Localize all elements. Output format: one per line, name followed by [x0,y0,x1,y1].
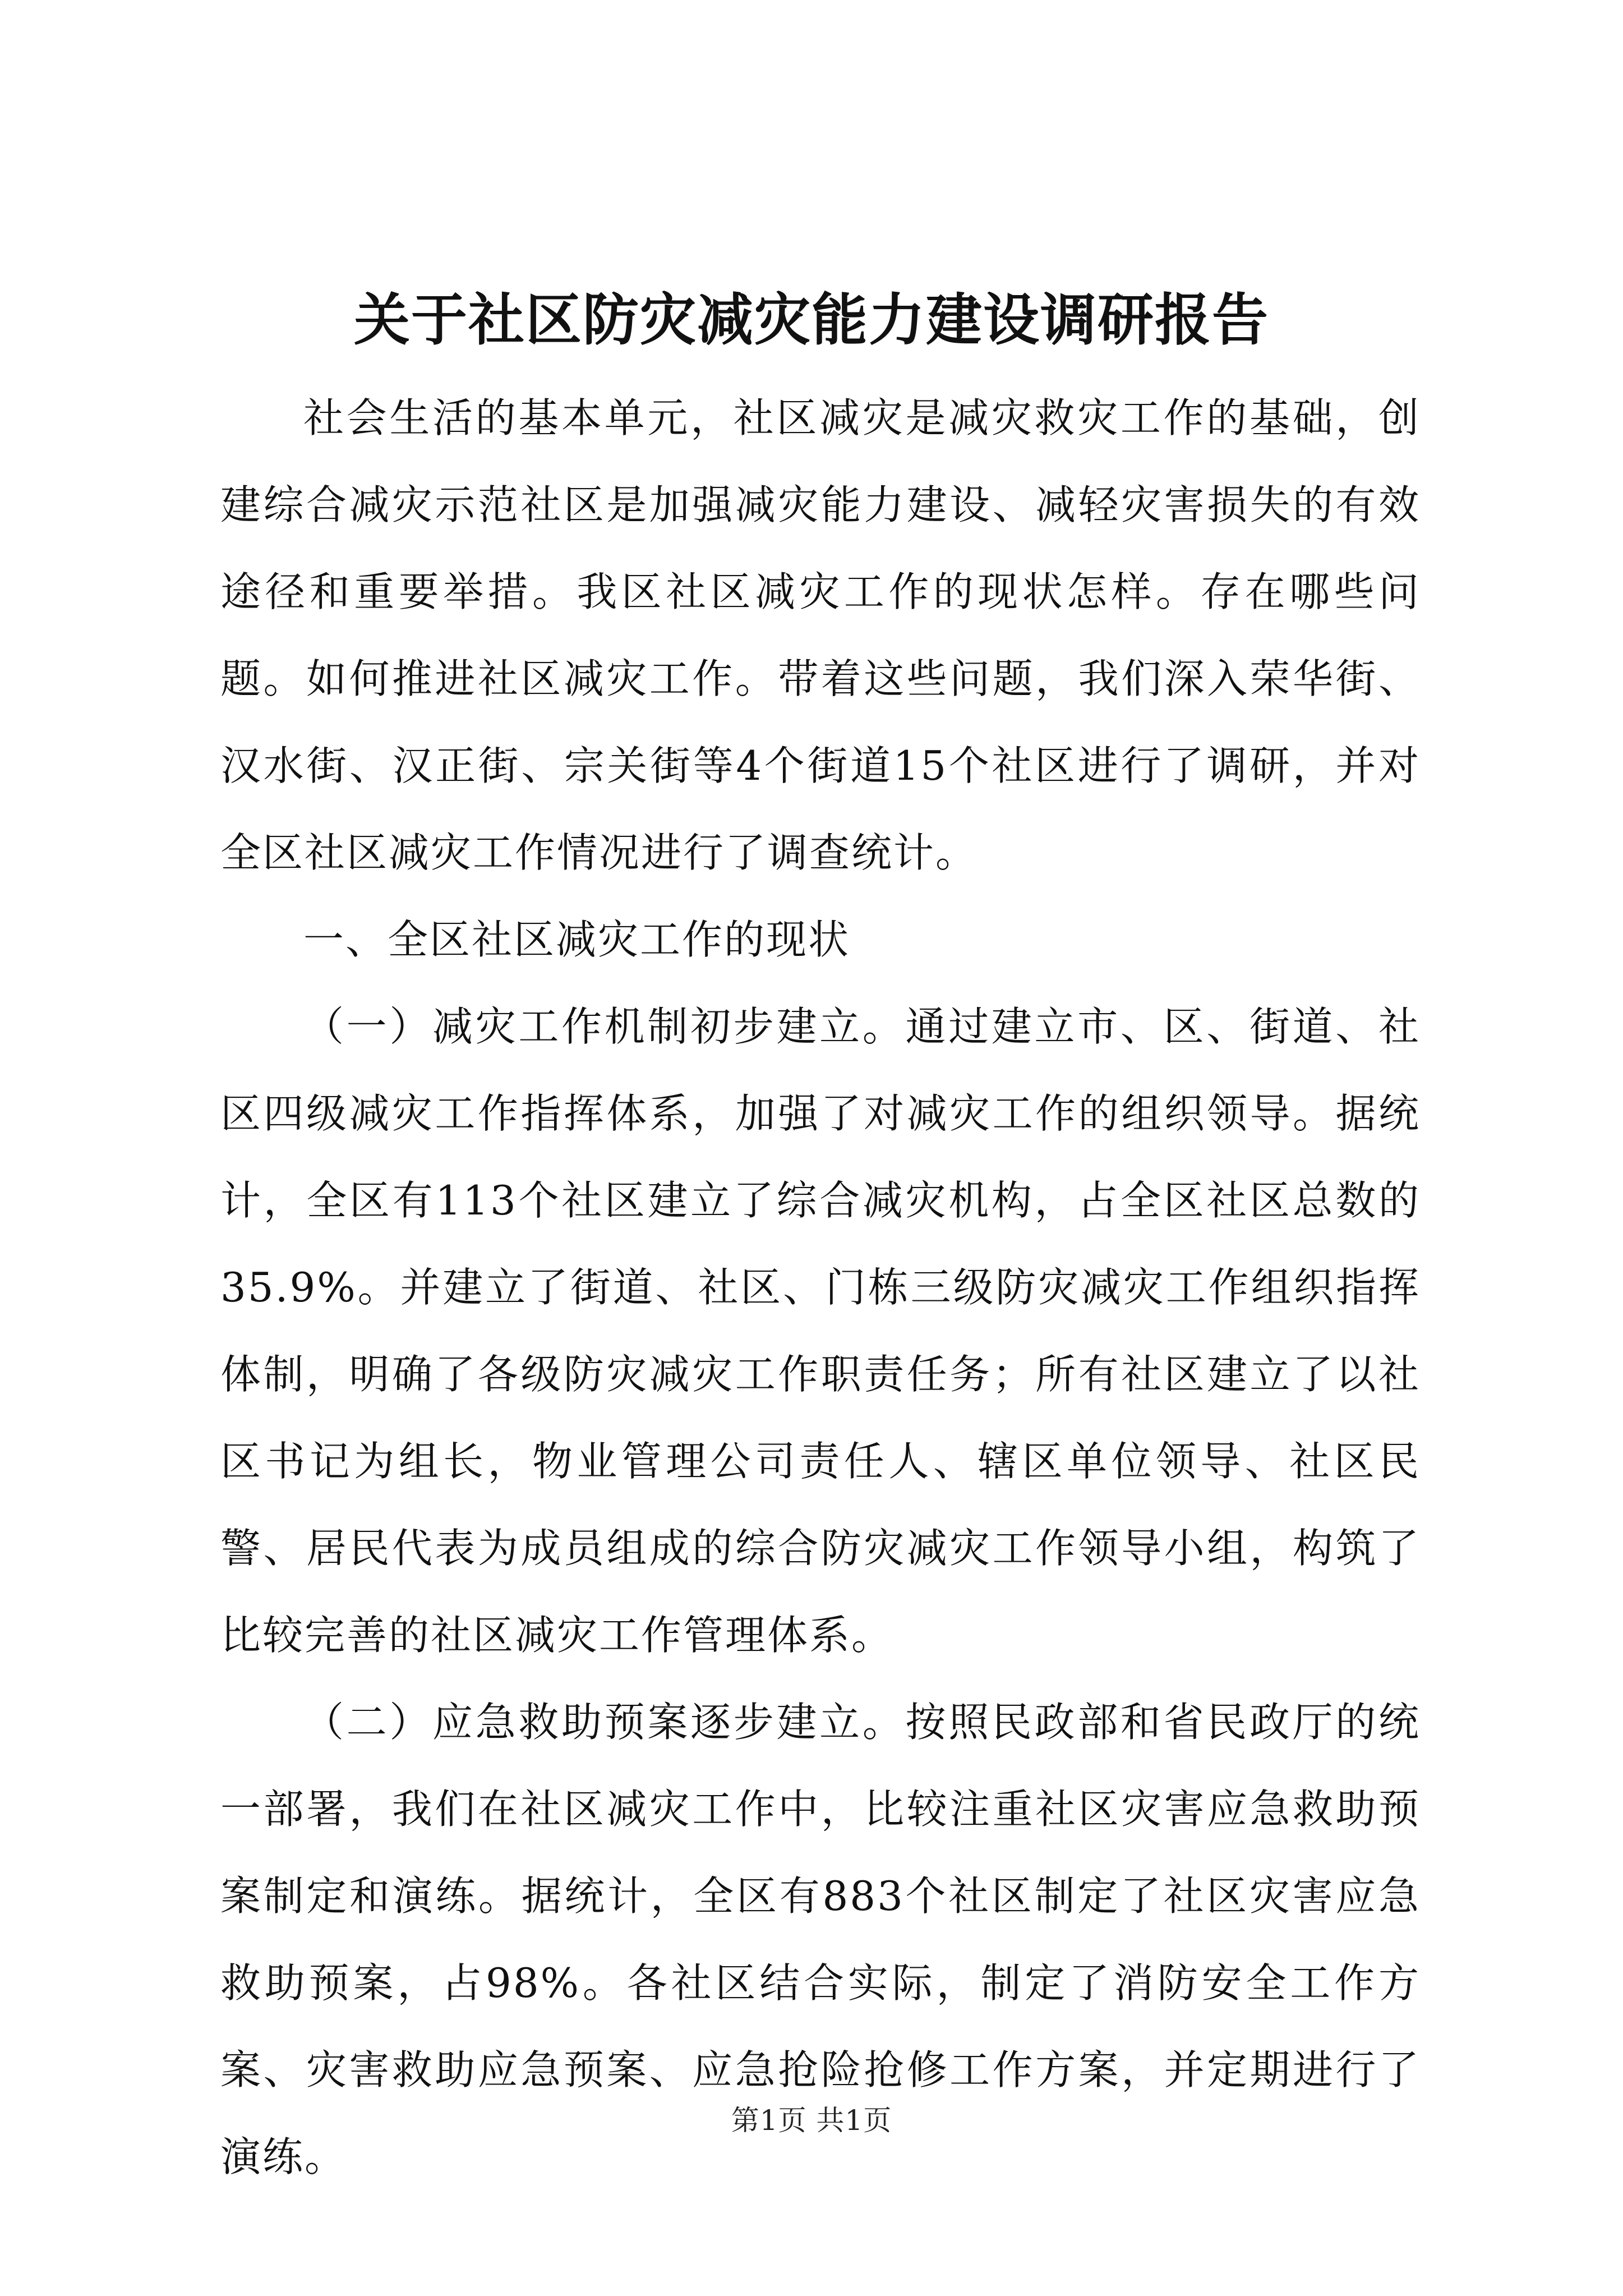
intro-paragraph: 社会生活的基本单元，社区减灾是减灾救灾工作的基础，创建综合减灾示范社区是加强减灾能力建设、减轻灾害损失的有效途径和重要举措。我区社区减灾工作的现状怎样。存在哪些问题。如何推进社区减灾工作。带着这些问题，我们深入荣华街、汉水街、汉正街、宗关街等4个街道15个社区进行了调研，并对全区社区减灾工作情况进行了调查统计。 [220,394,1421,876]
page-number: 第1页 共1页 [731,2104,892,2137]
document-body [220,375,1421,2201]
document-title: 关于社区防灾减灾能力建设调研报告 [354,287,1269,353]
subsection-paragraph-1: （一）减灾工作机制初步建立。通过建立市、区、街道、社区四级减灾工作指挥体系，加强了对减灾工作的组织领导。据统计，全区有113个社区建立了综合减灾机构，占全区社区总数的35.9%。并建立了街道、社区、门栋三级防灾减灾工作组织指挥体制，明确了各级防灾减灾工作职责任务；所有社区建立了以社区书记为组长，物业管理公司责任人、辖区单位领导、社区民警、居民代表为成员组成的综合防灾减灾工作领导小组，构筑了比较完善的社区减灾工作管理体系。 [220,1003,1421,1659]
section-heading: 一、全区社区减灾工作的现状 [303,916,851,963]
subsection-paragraph-2: （二）应急救助预案逐步建立。按照民政部和省民政厅的统一部署，我们在社区减灾工作中，比较注重社区灾害应急救助预案制定和演练。据统计，全区有883个社区制定了社区灾害应急救助预案，占98%。各社区结合实际，制定了消防安全工作方案、灾害救助应急预案、应急抢险抢修工作方案，并定期进行了演练。 [220,1699,1421,2180]
